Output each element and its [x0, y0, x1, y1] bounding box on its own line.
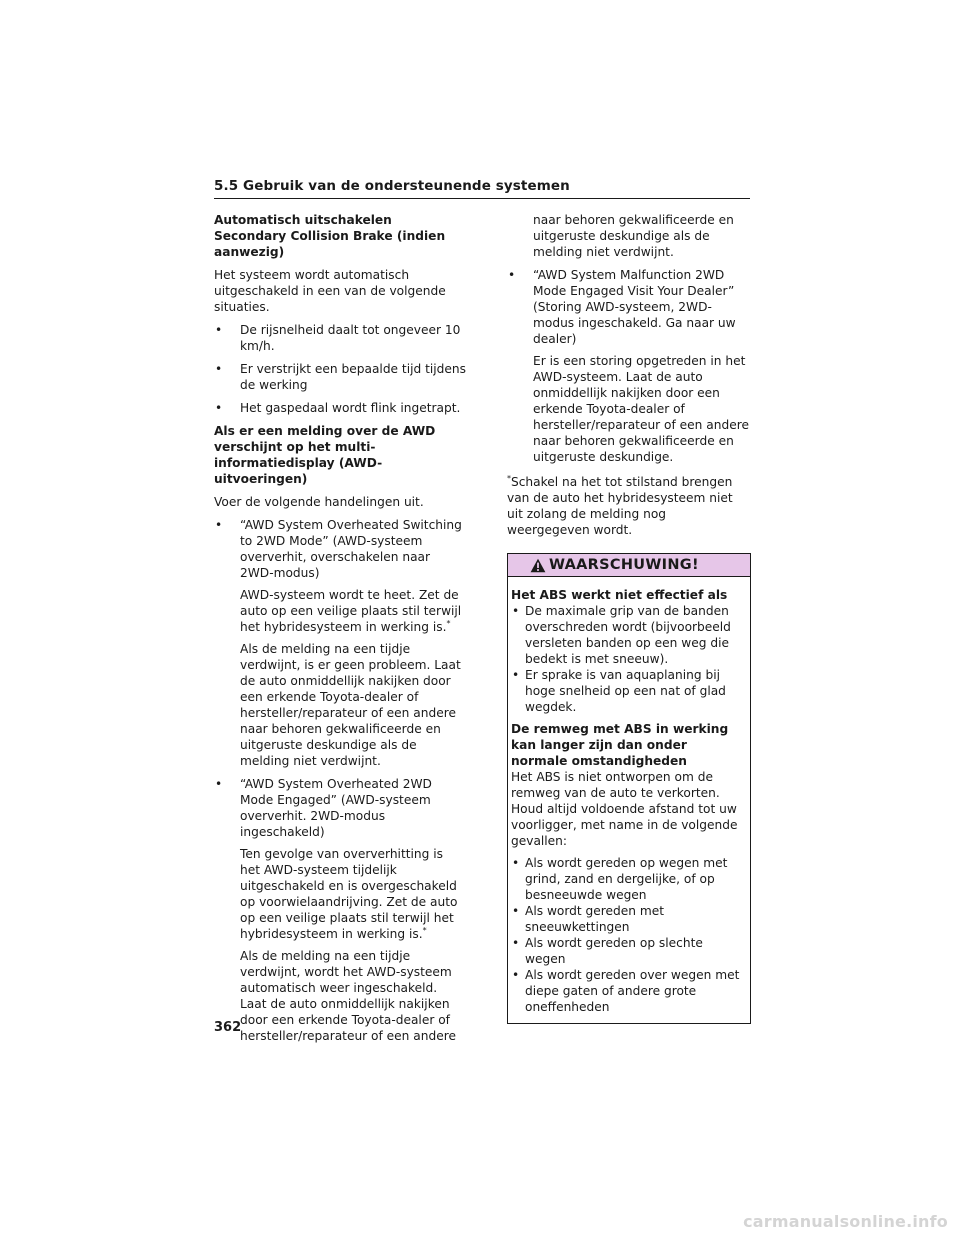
list-awd-messages-continued [507, 267, 751, 465]
list-item: • Het gaspedaal wordt flink ingetrapt. [215, 401, 461, 415]
list-conditions [511, 855, 747, 1015]
list-awd-messages [214, 517, 466, 1044]
bullet: • [215, 323, 223, 337]
list-item: • Er verstrijkt een bepaalde tijd tijdens de werking [215, 362, 466, 392]
warning-paragraph: Het ABS is niet ontworpen om de remweg van de auto te verkorten. Houd altijd voldoende afstand tot uw voorligger, met name in de volgende gevallen: [511, 770, 738, 848]
paragraph-auto-off: Het systeem wordt automatisch uitgeschakeld in een van de volgende situaties. [214, 268, 446, 314]
footnote-marker: * [446, 618, 451, 628]
list-item: • Als wordt gereden op slechte wegen [512, 936, 703, 966]
bullet: • [512, 936, 520, 950]
bullet: • [215, 401, 223, 415]
list-item [214, 776, 466, 1044]
left-column [214, 212, 466, 1051]
footnote: *Schakel na het tot stilstand brengen van de auto het hybridesysteem niet uit zolang de melding nog weergegeven wordt. [507, 473, 733, 537]
warning-icon [530, 558, 546, 573]
watermark: carmanualsonline.info [743, 1212, 948, 1231]
warning-box [507, 553, 751, 1024]
bullet: • [508, 268, 516, 282]
bullet: • [512, 604, 520, 618]
paragraph-actions: Voer de volgende handelingen uit. [214, 495, 424, 509]
list-item: • De rijsnelheid daalt tot ongeveer 10 km/h. [215, 323, 461, 353]
message-title: “AWD System Overheated Switching to 2WD Mode” (AWD-systeem oververhit, overschakelen naar 2WD-modus) [240, 518, 462, 580]
list-item: • Als wordt gereden over wegen met diepe gaten of andere grote oneffenheden [512, 968, 740, 1014]
message-detail: Als de melding na een tijdje verdwijnt, is er geen probleem. Laat de auto onmiddellijk nakijken door een erkende Toyota-dealer of hersteller/reparateur of een andere naar behoren gekwalificeerde en uitgeruste deskundige als de melding niet verdwijnt. [240, 642, 461, 768]
message-title: “AWD System Malfunction 2WD Mode Engaged Visit Your Dealer” (Storing AWD-systeem, 2WD-modus ingeschakeld. Ga naar uw dealer) [533, 268, 736, 346]
list-item [507, 267, 751, 465]
bullet: • [215, 777, 223, 791]
list-item: • Als wordt gereden met sneeuwkettingen [512, 904, 665, 934]
list-item: • De maximale grip van de banden overschreden wordt (bijvoorbeeld versleten banden op een weg die bedekt is met sneeuw). [512, 604, 731, 666]
bullet: • [512, 904, 520, 918]
warning-heading-braking-distance: De remweg met ABS in werking kan langer zijn dan onder normale omstandigheden [511, 722, 729, 768]
warning-title: WAARSCHUWING! [549, 557, 699, 573]
warning-heading-abs-ineffective: Het ABS werkt niet effectief als [511, 588, 728, 602]
footnote-marker: * [507, 473, 511, 483]
message-detail: Ten gevolge van oververhitting is het AWD-systeem tijdelijk uitgeschakeld en is overgeschakeld op voorwielaandrijving. Zet de auto op een veilige plaats stil terwijl het hybridesysteem in werking is.* [240, 847, 458, 941]
message-detail: Als de melding na een tijdje verdwijnt, wordt het AWD-systeem automatisch weer ingeschakeld. Laat de auto onmiddellijk nakijken door een erkende Toyota-dealer of hersteller/reparateur of een andere [240, 949, 456, 1043]
section-title: 5.5 Gebruik van de ondersteunende systemen [214, 178, 570, 194]
bullet: • [512, 968, 520, 982]
message-detail: AWD-systeem wordt te heet. Zet de auto op een veilige plaats stil terwijl het hybridesysteem in werking is.* [240, 588, 462, 634]
warning-body [508, 577, 750, 1023]
right-column [507, 212, 751, 1024]
bullet: • [512, 856, 520, 870]
bullet: • [215, 518, 223, 532]
page-number: 362 [214, 1020, 242, 1035]
list-item: • Als wordt gereden op wegen met grind, zand en dergelijke, of op besneeuwde wegen [512, 856, 728, 902]
message-detail: Er is een storing opgetreden in het AWD-systeem. Laat de auto onmiddellijk nakijken door een erkende Toyota-dealer of hersteller/reparateur of een andere naar behoren gekwalificeerde en uitgeruste deskundige. [533, 354, 749, 464]
list-item: • Er sprake is van aquaplaning bij hoge snelheid op een nat of glad wegdek. [512, 668, 726, 714]
bullet: • [512, 668, 520, 682]
footnote-marker: * [422, 925, 427, 935]
list-auto-off-situations [214, 322, 466, 416]
list-abs-ineffective [511, 603, 747, 715]
section-header [214, 178, 750, 199]
bullet: • [215, 362, 223, 376]
message-title: “AWD System Overheated 2WD Mode Engaged” (AWD-systeem oververhit. 2WD-modus ingeschakeld) [240, 777, 432, 839]
heading-awd-message: Als er een melding over de AWD verschijnt op het multi-informatiedisplay (AWD-uitvoeringen) [214, 424, 436, 486]
list-item [214, 517, 466, 769]
heading-secondary-collision-brake: Automatisch uitschakelen Secondary Collision Brake (indien aanwezig) [214, 213, 446, 259]
warning-header [508, 554, 750, 577]
continued-text: naar behoren gekwalificeerde en uitgeruste deskundige als de melding niet verdwijnt. [533, 213, 734, 259]
